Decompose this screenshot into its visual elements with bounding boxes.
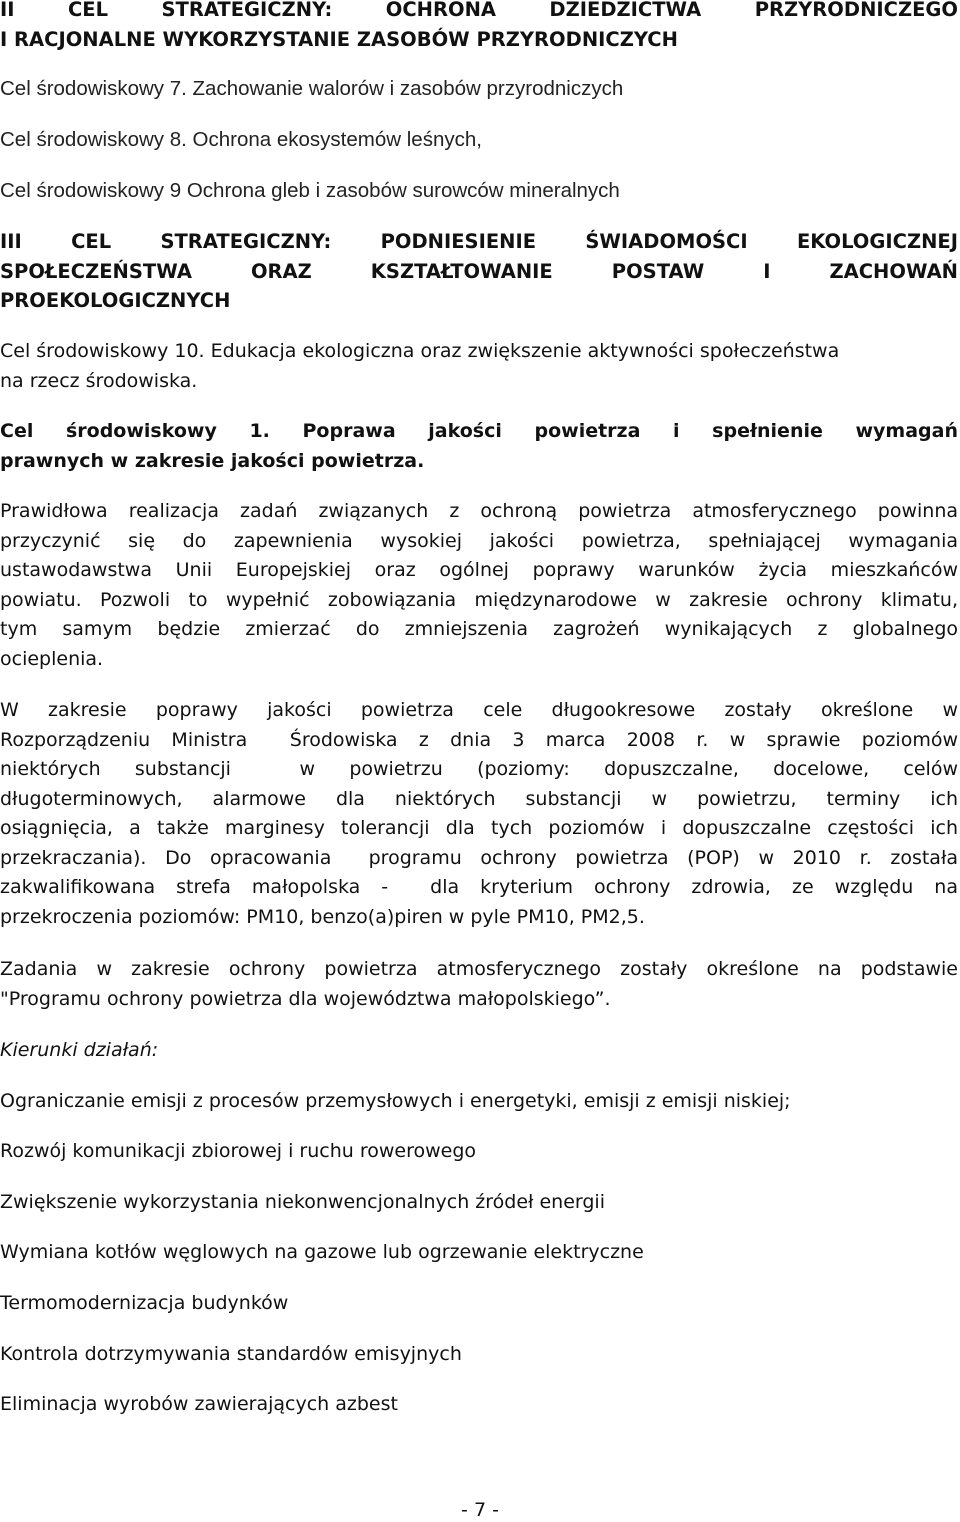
paragraph-line: przekraczania). Do opracowania programu ochrony powietrza (POP) w 2010 r. została <box>0 846 958 869</box>
paragraph-line: ustawodawstwa Unii Europejskiej oraz ogólnej poprawy warunków życia mieszkańców <box>0 559 958 581</box>
paragraph-line: długoterminowych, alarmowe dla niektórych substancji w powietrzu, terminy ich <box>0 787 958 810</box>
goal-line: prawnych w zakresie jakości powietrza. <box>0 449 425 472</box>
strategic-goal-3-heading <box>0 227 958 316</box>
goal-line: Cel środowiskowy 1. Poprawa jakości powietrza i spełnienie wymagań <box>0 420 958 442</box>
paragraph-line: Rozporządzeniu Ministra Środowiska z dnia 3 marca 2008 r. w sprawie poziomów <box>0 728 958 751</box>
strategic-goal-2-heading <box>0 0 958 54</box>
heading-line: SPOŁECZEŃSTWA ORAZ KSZTAŁTOWANIE POSTAW I ZACHOWAŃ <box>0 259 958 283</box>
goal-line: na rzecz środowiska. <box>0 369 198 392</box>
paragraph-line: tym samym będzie zmierzać do zmniejszenia zagrożeń wynikających z globalnego <box>0 618 958 640</box>
direction-item: Kontrola dotrzymywania standardów emisyjnych <box>0 1343 462 1365</box>
paragraph-line: Prawidłowa realizacja zadań związanych z ochroną powietrza atmosferycznego powinna <box>0 500 958 522</box>
paragraph-air-quality-intro <box>0 497 958 674</box>
heading-line: III CEL STRATEGICZNY: PODNIESIENIE ŚWIADOMOŚCI EKOLOGICZNEJ <box>0 230 958 253</box>
paragraph-line: przyczynić się do zapewnienia wysokiej jakości powietrza, spełniającej wymagania <box>0 529 958 552</box>
paragraph-line: osiągnięcia, a także marginesy tolerancji dla tych poziomów i dopuszczalne częstości ich <box>0 817 958 839</box>
environmental-goal-10 <box>0 337 958 396</box>
paragraph-air-protection-program <box>0 955 958 1014</box>
environmental-goal-9: Cel środowiskowy 9 Ochrona gleb i zasobów surowców mineralnych <box>0 179 620 202</box>
heading-line: I RACJONALNE WYKORZYSTANIE ZASOBÓW PRZYRODNICZYCH <box>0 27 678 51</box>
paragraph-line: "Programu ochrony powietrza dla województwa małopolskiego”. <box>0 987 611 1010</box>
environmental-goal-1 <box>0 417 958 476</box>
paragraph-line: ocieplenia. <box>0 647 104 670</box>
heading-line: II CEL STRATEGICZNY: OCHRONA DZIEDZICTWA PRZYRODNICZEGO <box>0 0 958 21</box>
paragraph-line: niektórych substancji w powietrzu (poziomy: dopuszczalne, docelowe, celów <box>0 758 958 780</box>
goal-line: Cel środowiskowy 10. Edukacja ekologiczna oraz zwiększenie aktywności społeczeństwa <box>0 340 840 362</box>
environmental-goal-7: Cel środowiskowy 7. Zachowanie walorów i zasobów przyrodniczych <box>0 77 624 100</box>
environmental-goal-8: Cel środowiskowy 8. Ochrona ekosystemów leśnych, <box>0 128 482 151</box>
direction-item: Eliminacja wyrobów zawierających azbest <box>0 1393 398 1415</box>
paragraph-line: przekroczenia poziomów: PM10, benzo(a)piren w pyle PM10, PM2,5. <box>0 905 645 928</box>
heading-line: PROEKOLOGICZNYCH <box>0 289 231 312</box>
direction-item: Zwiększenie wykorzystania niekonwencjonalnych źródeł energii <box>0 1191 605 1213</box>
paragraph-line: zakwalifikowana strefa małopolska - dla kryterium ochrony zdrowia, ze względu na <box>0 876 958 898</box>
direction-item: Rozwój komunikacji zbiorowej i ruchu rowerowego <box>0 1140 477 1162</box>
direction-item: Wymiana kotłów węglowych na gazowe lub ogrzewanie elektryczne <box>0 1241 644 1263</box>
paragraph-line: powiatu. Pozwoli to wypełnić zobowiązania międzynarodowe w zakresie ochrony klimatu, <box>0 588 958 611</box>
direction-item: Termomodernizacja budynków <box>0 1292 289 1314</box>
paragraph-long-term-goals <box>0 696 958 932</box>
directions-label: Kierunki działań: <box>0 1039 159 1061</box>
paragraph-line: W zakresie poprawy jakości powietrza cele długookresowe zostały określone w <box>0 699 958 721</box>
direction-item: Ograniczanie emisji z procesów przemysłowych i energetyki, emisji z emisji niskiej; <box>0 1090 791 1112</box>
paragraph-line: Zadania w zakresie ochrony powietrza atmosferycznego zostały określone na podstawie <box>0 958 958 980</box>
page-number: - 7 - <box>461 1499 499 1521</box>
